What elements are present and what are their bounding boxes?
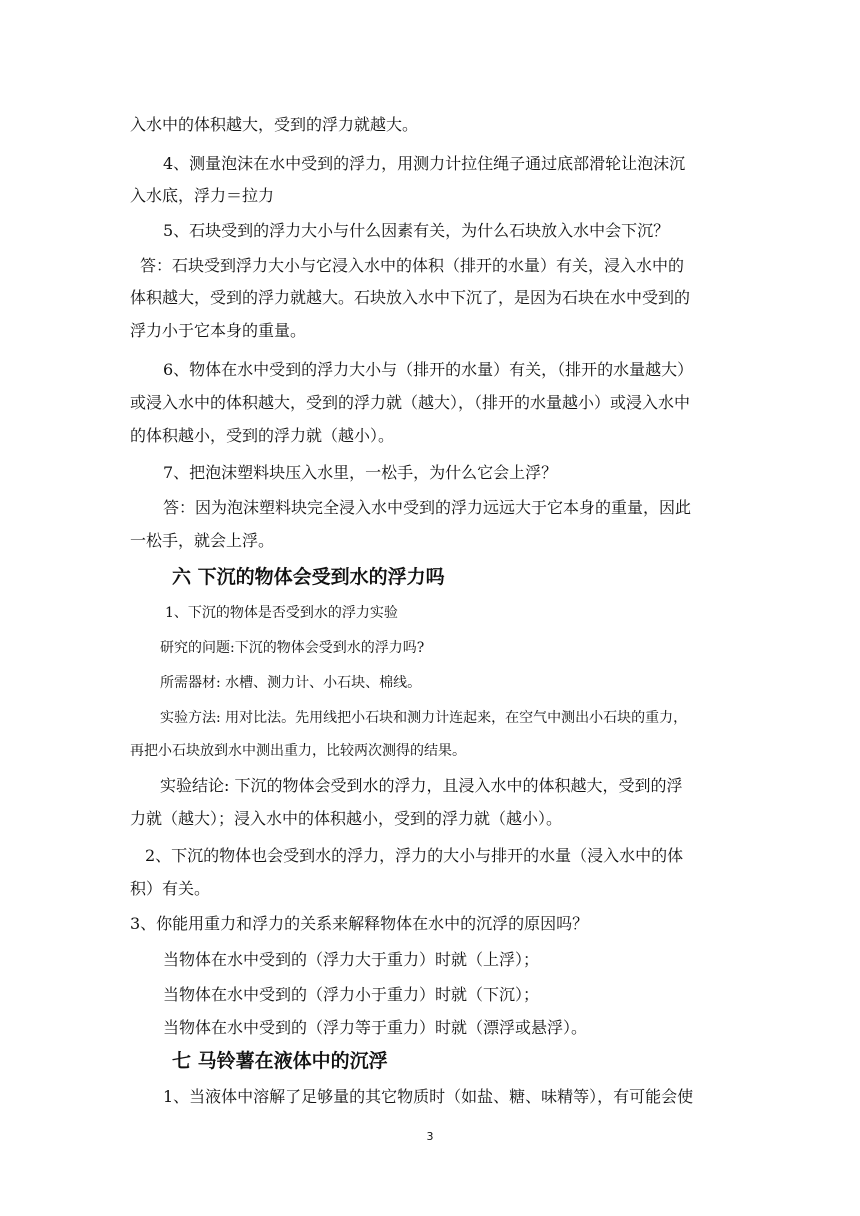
- text-line: 3、你能用重力和浮力的关系来解释物体在水中的沉浮的原因吗？: [130, 914, 589, 933]
- text-line: 所需器材: 水槽、测力计、小石块、棉线。: [160, 675, 422, 691]
- text-line: 一松手，就会上浮。: [130, 531, 275, 550]
- text-line: 浮力小于它本身的重量。: [130, 321, 307, 340]
- text-line: 1、当液体中溶解了足够量的其它物质时（如盐、糖、味精等），有可能会使: [163, 1087, 694, 1106]
- text-line: 7、把泡沫塑料块压入水里，一松手，为什么它会上浮？: [163, 463, 558, 482]
- text-line: 答：石块受到浮力大小与它浸入水中的体积（排开的水量）有关，浸入水中的: [140, 256, 685, 275]
- text-line: 5、石块受到的浮力大小与什么因素有关，为什么石块放入水中会下沉？: [163, 221, 670, 240]
- text-line: 体积越大，受到的浮力就越大。石块放入水中下沉了，是因为石块在水中受到的: [130, 288, 691, 307]
- text-line: 积）有关。: [130, 879, 211, 898]
- section-heading: 六 下沉的物体会受到水的浮力吗: [172, 566, 445, 588]
- text-line: 研究的问题:下沉的物体会受到水的浮力吗?: [160, 640, 425, 656]
- text-line: 6、物体在水中受到的浮力大小与（排开的水量）有关，（排开的水量越大）: [163, 360, 694, 379]
- text-line: 1、下沉的物体是否受到水的浮力实验: [165, 605, 398, 621]
- text-line: 再把小石块放到水中测出重力，比较两次测得的结果。: [130, 743, 466, 759]
- text-line: 当物体在水中受到的（浮力小于重力）时就（下沉）；: [163, 985, 540, 1004]
- text-line: 或浸入水中的体积越大，受到的浮力就（越大），（排开的水量越小）或浸入水中: [130, 393, 691, 412]
- text-line: 实验结论: 下沉的物体会受到水的浮力，且浸入水中的体积越大，受到的浮: [160, 776, 683, 795]
- text-line: 入水底，浮力＝拉力: [130, 186, 275, 205]
- text-line: 力就（越大）；浸入水中的体积越小，受到的浮力就（越小）。: [130, 809, 563, 828]
- text-line: 当物体在水中受到的（浮力等于重力）时就（漂浮或悬浮）。: [163, 1018, 588, 1037]
- text-line: 入水中的体积越大，受到的浮力就越大。: [130, 115, 419, 134]
- text-line: 的体积越小，受到的浮力就（越小）。: [130, 426, 395, 445]
- text-line: 2、下沉的物体也会受到水的浮力，浮力的大小与排开的水量（浸入水中的体: [145, 846, 684, 865]
- text-line: 实验方法: 用对比法。先用线把小石块和测力计连起来，在空气中测出小石块的重力，: [160, 710, 688, 726]
- text-line: 当物体在水中受到的（浮力大于重力）时就（上浮）；: [163, 950, 540, 969]
- text-line: 4、测量泡沫在水中受到的浮力，用测力计拉住绳子通过底部滑轮让泡沫沉: [163, 154, 686, 173]
- text-line: 答：因为泡沫塑料块完全浸入水中受到的浮力远远大于它本身的重量，因此: [163, 498, 692, 517]
- section-heading: 七 马铃薯在液体中的沉浮: [172, 1050, 388, 1072]
- page-number: 3: [426, 1130, 434, 1143]
